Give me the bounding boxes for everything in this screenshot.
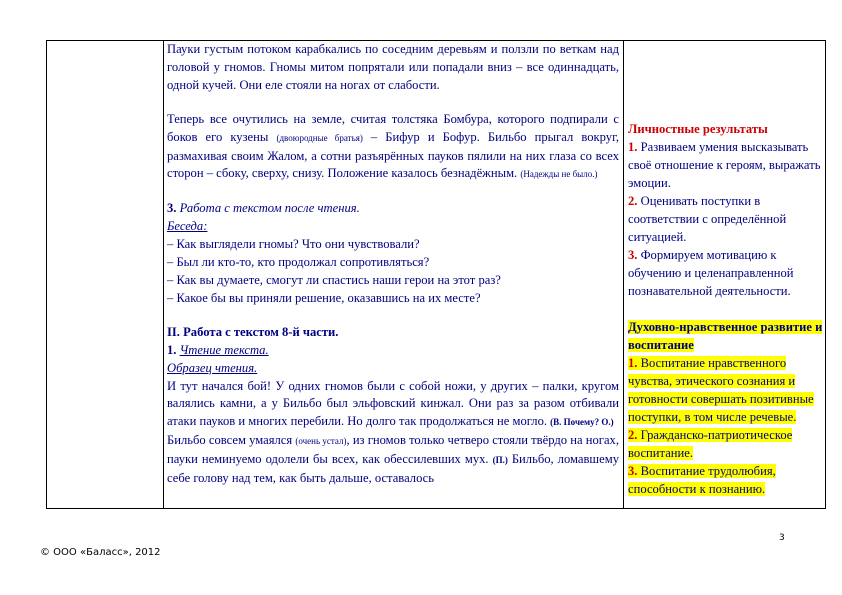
personal-result-item: 1. Развиваем умения высказывать своё отношение к героям, выражать эмоции. — [628, 140, 821, 190]
question-item: – Был ли кто-то, кто продолжал сопротивляться? — [167, 255, 430, 270]
subsection-reading: 1. Чтение текста. — [167, 342, 269, 357]
personal-result-item: 2. Оценивать поступки в соответствии с определённой ситуацией. — [628, 194, 787, 244]
conversation-label: Беседа: — [167, 219, 208, 234]
personal-result-item: 3. Формируем мотивацию к обучению и целенаправленной познавательной деятельности. — [628, 248, 794, 298]
moral-education-heading: Духовно-нравственное развитие и воспитание — [628, 320, 823, 352]
results-column — [628, 120, 823, 498]
paragraph-ground: Теперь все очутились на земле, считая толстяка Бомбура, которого подпирали с боков его кузены (двоюродные братья) – Бифур и Бофур. Бильбо прыгал вокруг, размахивая своим Жалом, а сотни разъярённых пауков пялили на них глаза со всех сторон – сбоку, сверху, снизу. Положение казалось безнадёжным. (Надежды не было.) — [167, 111, 619, 181]
section-heading-after-reading: 3. Работа с текстом после чтения. — [167, 201, 360, 216]
paragraph-bilbo: Бильбо совсем умаялся (очень устал), из гномов только четверо стояли твёрдо на ногах, пауки неминуемо одолели бы всех, как обессилевших мух. (П.) Бильбо, ломавшему себе голову над тем, как быть дальше, оставалось — [167, 433, 619, 486]
moral-item: 2. Гражданско-патриотическое воспитание. — [628, 428, 793, 460]
sample-reading-label: Образец чтения. — [167, 360, 258, 375]
page-number: 3 — [779, 533, 785, 543]
paragraph-spiders: Пауки густым потоком карабкались по соседним деревьям и ползли по веткам над головой у гномов. Гномы митом попрятали или попадали вниз – все одиннадцать, одной кучей. Они еле стояли на ногах от слабости. — [167, 42, 619, 92]
table-right-border — [825, 40, 826, 509]
part-heading: II. Работа с текстом 8-й части. — [167, 324, 339, 339]
copyright-footer: © ООО «Баласс», 2012 — [40, 547, 161, 558]
table-left-border — [46, 40, 47, 509]
question-item: – Как выглядели гномы? Что они чувствовали? — [167, 237, 420, 252]
question-item: – Какое бы вы приняли решение, оказавшись на их месте? — [167, 290, 481, 305]
moral-item: 1. Воспитание нравственного чувства, этического сознания и готовности совершать позитивные поступки, в том числе речевые. — [628, 356, 814, 424]
paragraph-battle: И тут начался бой! У одних гномов были с собой ножи, у других – палки, кругом валялись камни, а у Бильбо был эльфовский кинжал. Они раз за разом отбивали атаки пауков и многих перебили. Но долго так продолжаться не могло. (В. Почему? О.) — [167, 378, 619, 429]
table-col-divider-1 — [163, 40, 164, 509]
personal-results-heading: Личностные результаты — [628, 122, 768, 136]
table-col-divider-2 — [623, 40, 624, 509]
question-item: – Как вы думаете, смогут ли спастись наши герои на этот раз? — [167, 272, 501, 287]
lesson-text-column — [167, 41, 619, 488]
moral-item: 3. Воспитание трудолюбия, способности к познанию. — [628, 464, 776, 496]
